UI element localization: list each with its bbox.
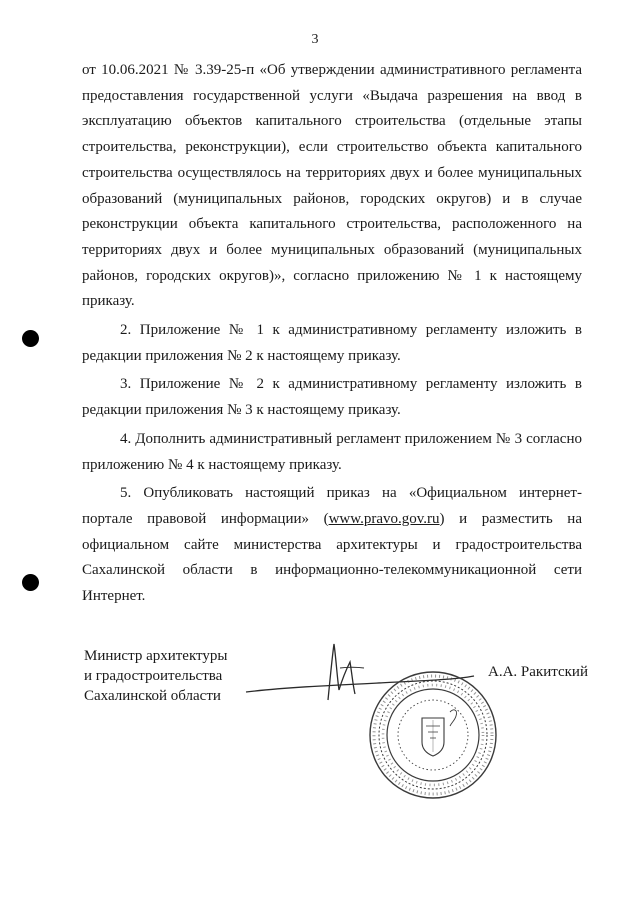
page-number: 3: [311, 32, 319, 47]
pravo-gov-link[interactable]: www.pravo.gov.ru: [328, 510, 440, 527]
item-5-text-after: ) и разместить на официальном сайте министерства архитектуры и градостроительства Сахалинской области в информационно-телекоммуникационной сети Интернет.: [82, 510, 582, 605]
paragraph-item-2: 2. Приложение № 1 к административному регламенту изложить в редакции приложения № 2 к настоящему приказу.: [82, 322, 582, 364]
paragraph-item-5: [82, 481, 582, 610]
paragraph-item-3: 3. Приложение № 2 к административному регламенту изложить в редакции приложения № 3 к настоящему приказу.: [82, 376, 582, 419]
signatory-title-line-1: Министр архитектуры: [84, 648, 228, 664]
signatory-title-line-3: Сахалинской области: [84, 688, 221, 704]
punch-hole-bottom: [22, 574, 39, 591]
paragraph-item-4: 4. Дополнить административный регламент приложением № 3 согласно приложению № 4 к настоящему приказу.: [82, 430, 582, 473]
signatory-title-line-2: и градостроительства: [84, 668, 223, 684]
paragraph-continuation: от 10.06.2021 № 3.39-25-п «Об утверждении административного регламента предоставления государственной услуги «Выдача разрешения на ввод в эксплуатацию объектов капитального строительства (отдельные этапы строительства, реконструкции), если строительство объекта капитального строительства осуществлялось на территориях двух и более муниципальных образований (муниципальных районов, городских округов) и в случае реконструкции объекта капитального строительства, расположенного на территориях двух и более муниципальных образований (муниципальных районов, городских округов)», согласно приложению № 1 к настоящему приказу.: [82, 62, 582, 310]
official-seal-icon: [366, 668, 500, 802]
item-5-text-before: 5. Опубликовать настоящий приказ на «Официальном интернет-портале правовой информации» (: [82, 485, 582, 527]
signatory-name: А.А. Ракитский: [488, 664, 588, 680]
signatory-title: [84, 646, 228, 706]
document-body: [82, 58, 582, 610]
punch-hole-top: [22, 330, 39, 347]
